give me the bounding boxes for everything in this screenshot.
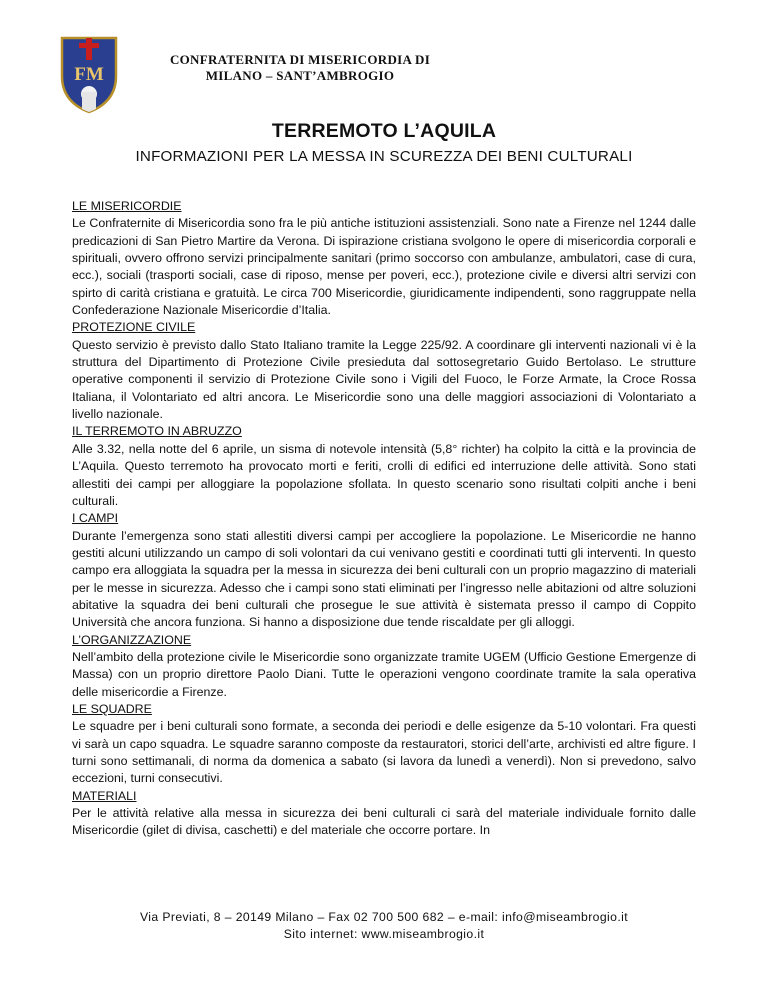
document-body	[72, 198, 696, 840]
section-paragraph: Le squadre per i beni culturali sono formate, a seconda dei periodi e delle esigenze da 5-10 volontari. Fra questi vi sarà un capo squadra. Le squadre saranno composte da restauratori, storici dell’arte, archivisti ed altre figure. I turni sono settimanali, di norma da domenica a sabato (si lavora da lunedì a venerdì). Non si prevedono, salvo eccezioni, turni consecutivi.	[72, 719, 696, 786]
section-heading: LE SQUADRE	[72, 701, 152, 716]
page-footer	[0, 909, 768, 943]
section-paragraph: Durante l’emergenza sono stati allestiti diversi campi per accogliere la popolazione. Le Misericordie ne hanno gestiti alcuni utilizzando un campo di soli volontari da cui venivano gestiti e coordinati tutti gli interventi. In questo campo era alloggiata la squadra per la messa in sicurezza dei beni culturali con un proprio magazzino di materiali per le messe in sicurezza. Adesso che i campi sono stati eliminati per l’ingresso nelle abitazioni od altre soluzioni abitative la squadra dei beni culturali che prosegue le sue attività è sistemata presso il campo di Coppito Università che ancora funziona. Si hanno a disposizione due tende riscaldate per gli alloggi.	[72, 528, 696, 630]
section-protezione-civile	[72, 319, 696, 423]
section-misericordie	[72, 198, 696, 319]
section-terremoto	[72, 423, 696, 510]
footer-website: Sito internet: www.miseambrogio.it	[283, 927, 485, 941]
section-campi	[72, 510, 696, 631]
org-line-2: MILANO – SANT’AMBROGIO	[205, 68, 395, 83]
logo-letters: FM	[74, 64, 104, 85]
section-paragraph: Questo servizio è previsto dallo Stato Italiano tramite la Legge 225/92. A coordinare gli interventi nazionali vi è la struttura del Dipartimento di Protezione Civile presieduta dal sottosegretario Guido Bertolaso. Le strutture operative componenti il servizio di Protezione Civile sono i Vigili del Fuoco, le Forze Armate, la Croce Rossa Italiana, il Volontariato ed altri ancora. Le Misericordie sono una delle maggiori associazioni di Volontariato a livello nazionale.	[72, 337, 696, 422]
section-organizzazione	[72, 632, 696, 701]
section-heading: LE MISERICORDIE	[72, 199, 182, 213]
document-title: TERREMOTO L’AQUILA	[271, 120, 497, 142]
section-heading: IL TERREMOTO IN ABRUZZO	[72, 424, 242, 439]
section-paragraph: Nell’ambito della protezione civile le Misericordie sono organizzate tramite UGEM (Ufficio Gestione Emergenze di Massa) con un proprio direttore Paolo Diani. Tutte le operazioni vengono coordinate tramite la sala operativa delle misericordie a Firenze.	[72, 649, 696, 699]
section-heading: I CAMPI	[72, 511, 119, 526]
section-paragraph: Le Confraternite di Misericordia sono fra le più antiche istituzioni assistenziali. Sono nate a Firenze nel 1244 dalle predicazioni di San Pietro Martire da Verona. Di ispirazione cristiana svolgono le opere di misericordia corporali e spirituali, ovvero offrono servizi principalmente sanitari (primo soccorso con ambulanze, ambulatori, case di cura, ecc.), sociali (trasporti sociali, case di riposo, mense per poveri, ecc.), protezione civile e diversi altri servizi con spirto di carità cristiana e gratuità. Le circa 700 Misericordie, giuridicamente indipendenti, sono raggruppate nella Confederazione Nazionale Misericordie d’Italia.	[72, 216, 696, 318]
section-heading: PROTEZIONE CIVILE	[72, 320, 196, 335]
section-paragraph: Alle 3.32, nella notte del 6 aprile, un sisma di notevole intensità (5,8° richter) ha colpito la città e la provincia de L’Aquila. Questo terremoto ha provocato morti e feriti, crolli di edifici ed interruzione delle attività. Sono stati allestiti dei campi per alloggiare la popolazione sfollata. In questo scenario sono risultati colpiti anche i beni culturali.	[72, 441, 696, 508]
org-line-1: CONFRATERNITA DI MISERICORDIA DI	[169, 52, 431, 67]
footer-contacts: Via Previati, 8 – 20149 Milano – Fax 02 700 500 682 – e-mail: info@miseambrogio.it	[139, 910, 628, 924]
section-heading: L’ORGANIZZAZIONE	[72, 632, 192, 647]
section-materiali	[72, 788, 696, 840]
section-paragraph: Per le attività relative alla messa in sicurezza dei beni culturali ci sarà del materiale individuale fornito dalle Misericordie (gilet di divisa, caschetti) e del materiale che occorre portare. In	[72, 806, 696, 838]
organization-name	[140, 52, 460, 84]
section-heading: MATERIALI	[72, 788, 137, 803]
confraternita-logo-icon	[60, 34, 118, 114]
section-squadre	[72, 701, 696, 788]
document-subtitle: INFORMAZIONI PER LA MESSA IN SCUREZZA DEI BENI CULTURALI	[135, 148, 633, 165]
